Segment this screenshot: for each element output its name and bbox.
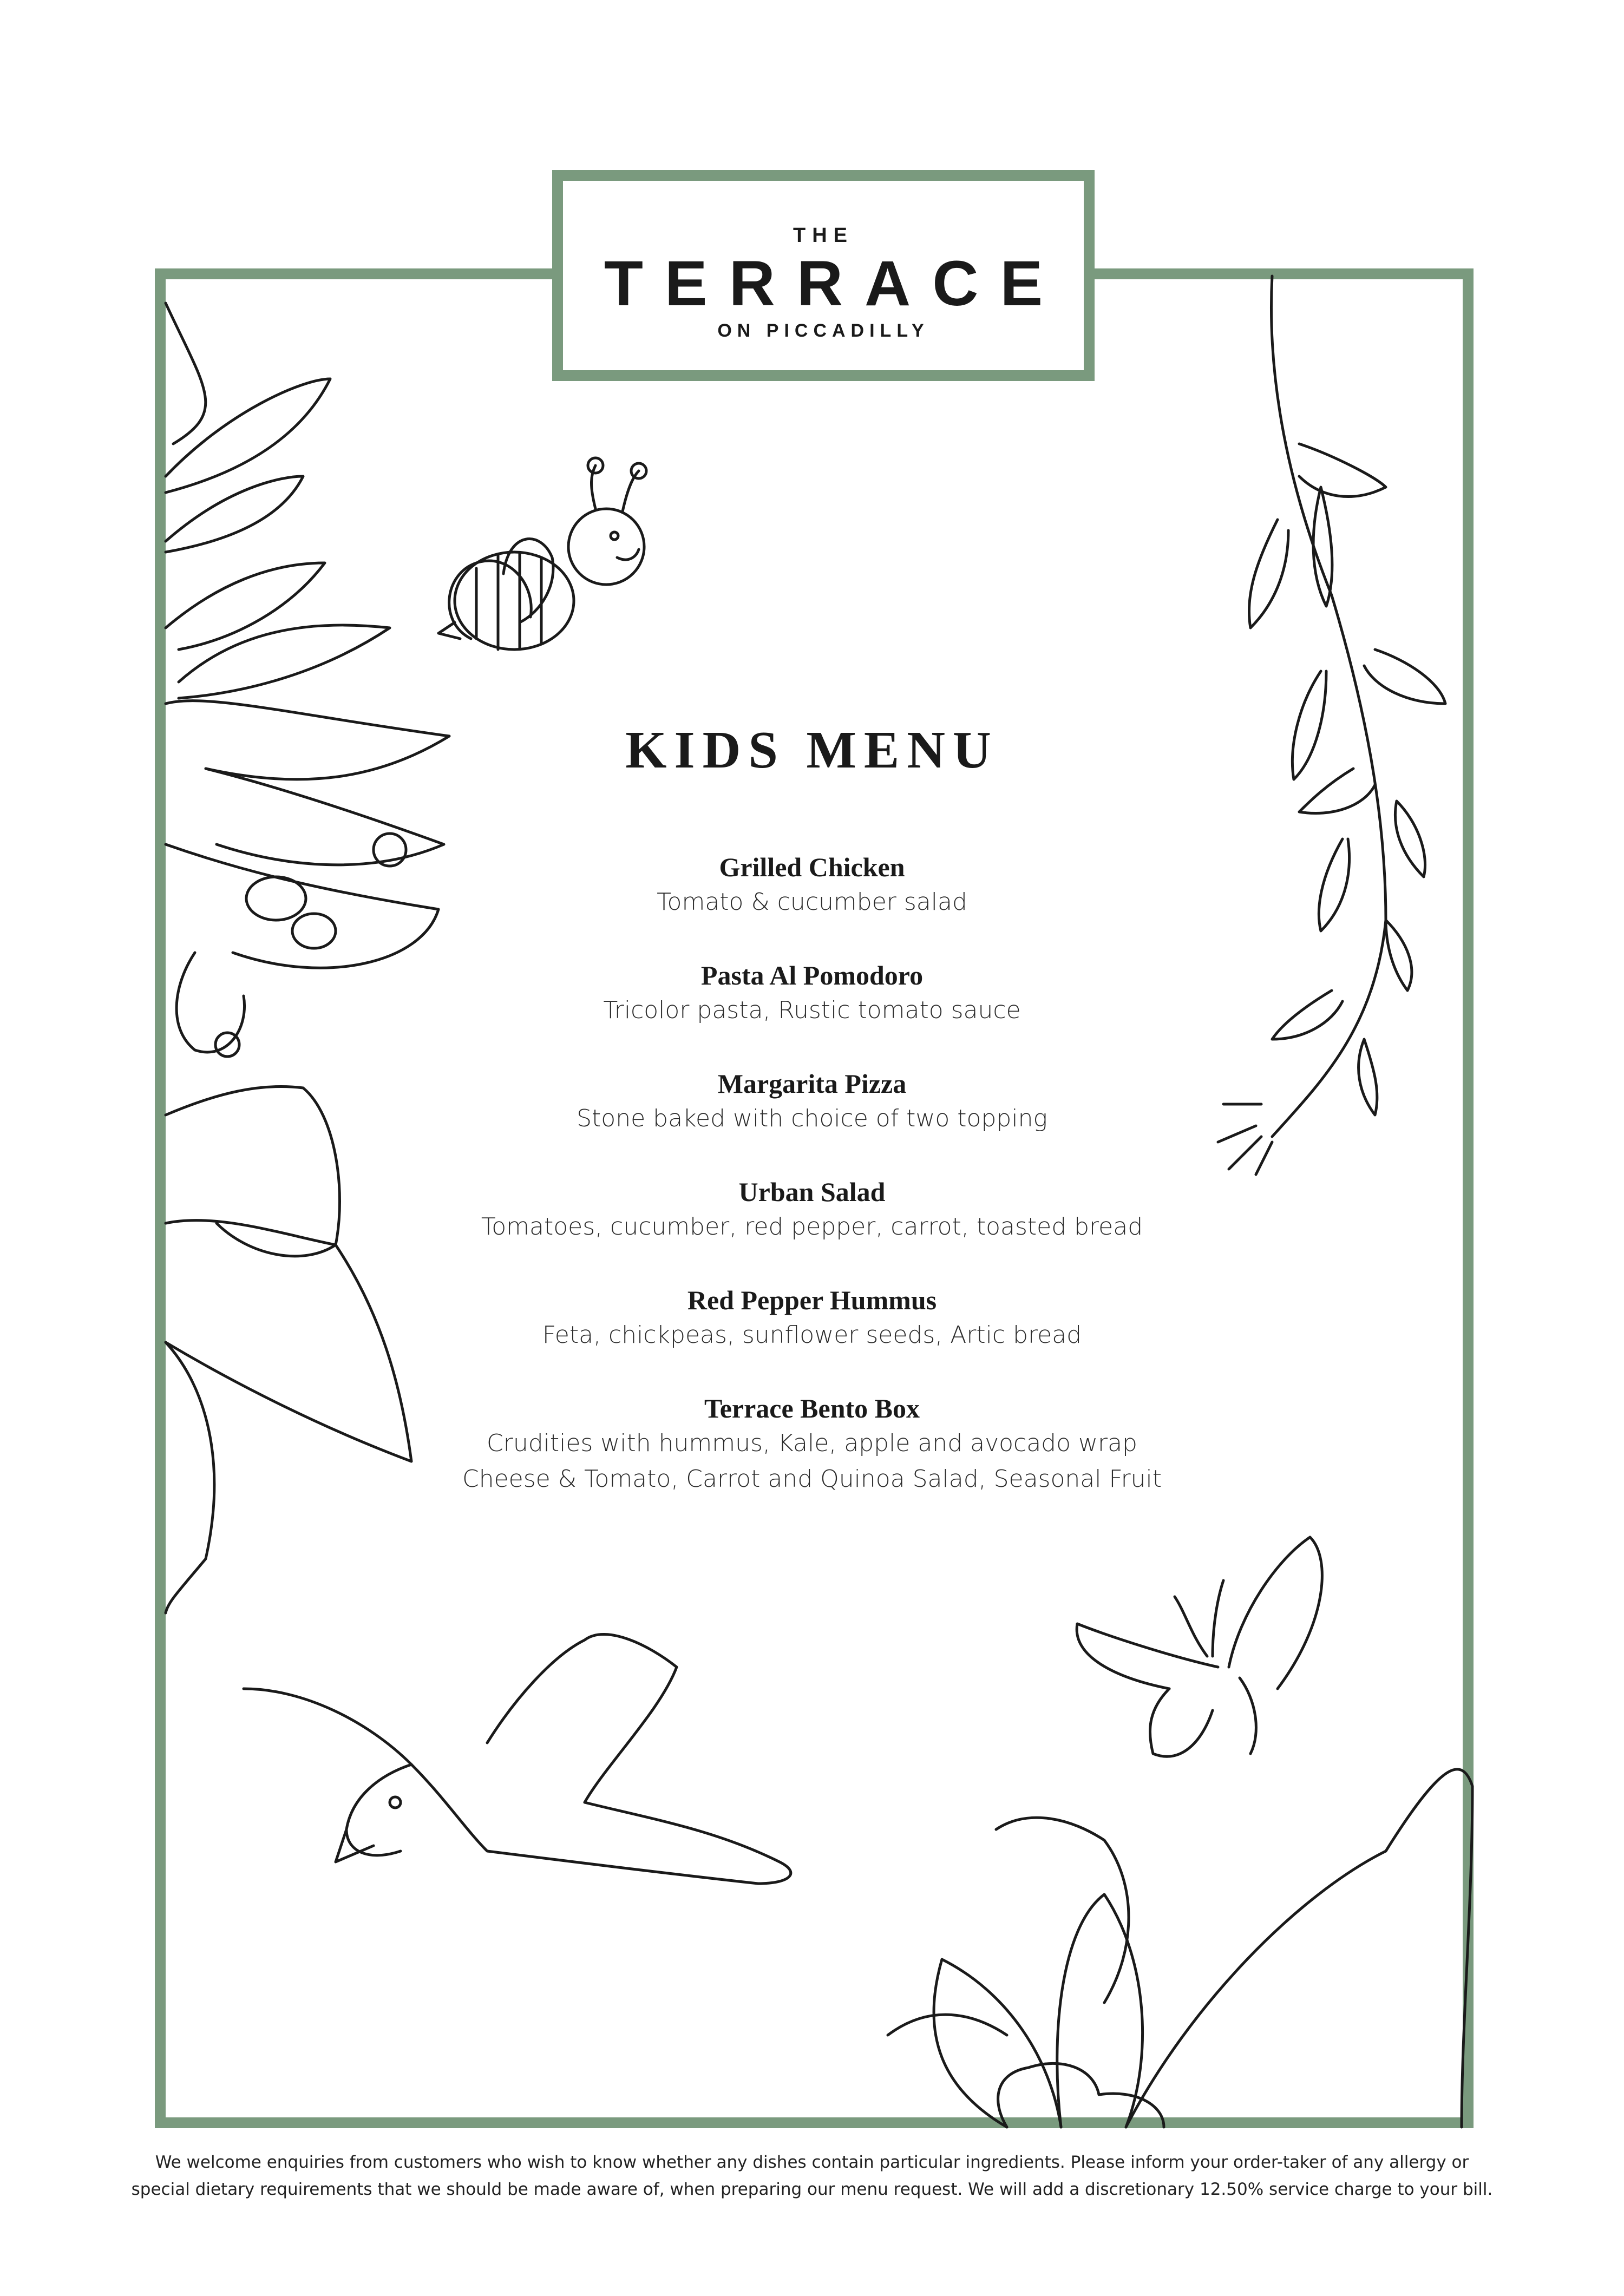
menu-title: KIDS MENU bbox=[625, 721, 999, 779]
logo-name: TERRACE bbox=[604, 248, 1065, 319]
menu-item-name: Terrace Bento Box bbox=[704, 1393, 920, 1423]
butterfly-illustration bbox=[1077, 1537, 1322, 1756]
menu-item bbox=[379, 958, 1245, 1028]
menu-item-name: Pasta Al Pomodoro bbox=[700, 960, 924, 990]
menu-item bbox=[379, 1391, 1245, 1497]
logo-subtitle: ON PICCADILLY bbox=[717, 320, 929, 341]
bee-illustration bbox=[438, 458, 646, 650]
menu-item-description: Feta, chickpeas, sunflower seeds, Artic bread bbox=[542, 1321, 1082, 1349]
allergy-notice-line: We welcome enquiries from customers who wish to know whether any dishes contain particular ingredients. Please inform your order-taker of any allergy or bbox=[155, 2153, 1469, 2172]
hanging-vine-illustration bbox=[1218, 276, 1445, 1175]
menu-item-description: Tomatoes, cucumber, red pepper, carrot, toasted bread bbox=[481, 1213, 1143, 1241]
brand-logo bbox=[552, 170, 1095, 381]
menu-item-name: Urban Salad bbox=[738, 1177, 886, 1207]
menu-item bbox=[379, 1283, 1245, 1353]
menu-item-description: Crudities with hummus, Kale, apple and avocado wrap bbox=[487, 1429, 1137, 1457]
bird-illustration bbox=[244, 1635, 791, 1884]
menu-item bbox=[379, 1175, 1245, 1245]
menu-item-description: Cheese & Tomato, Carrot and Quinoa Salad, Seasonal Fruit bbox=[462, 1465, 1162, 1493]
menu-item bbox=[379, 850, 1245, 920]
menu-item bbox=[379, 1066, 1245, 1137]
flowers-bottom-illustration bbox=[888, 1769, 1472, 2127]
menu-item-description: Tricolor pasta, Rustic tomato sauce bbox=[603, 996, 1021, 1024]
menu-item-name: Grilled Chicken bbox=[719, 852, 905, 882]
menu-section bbox=[379, 720, 1245, 1535]
menu-item-description: Stone baked with choice of two topping bbox=[577, 1105, 1047, 1132]
logo-top-text: THE bbox=[793, 224, 854, 247]
menu-item-description: Tomato & cucumber salad bbox=[657, 888, 967, 916]
allergy-notice-line: special dietary requirements that we should be made aware of, when preparing our menu request. We will add a discretionary 12.50% service charge to your bill. bbox=[131, 2180, 1493, 2199]
menu-item-name: Red Pepper Hummus bbox=[687, 1285, 937, 1315]
menu-item-name: Margarita Pizza bbox=[717, 1068, 907, 1099]
